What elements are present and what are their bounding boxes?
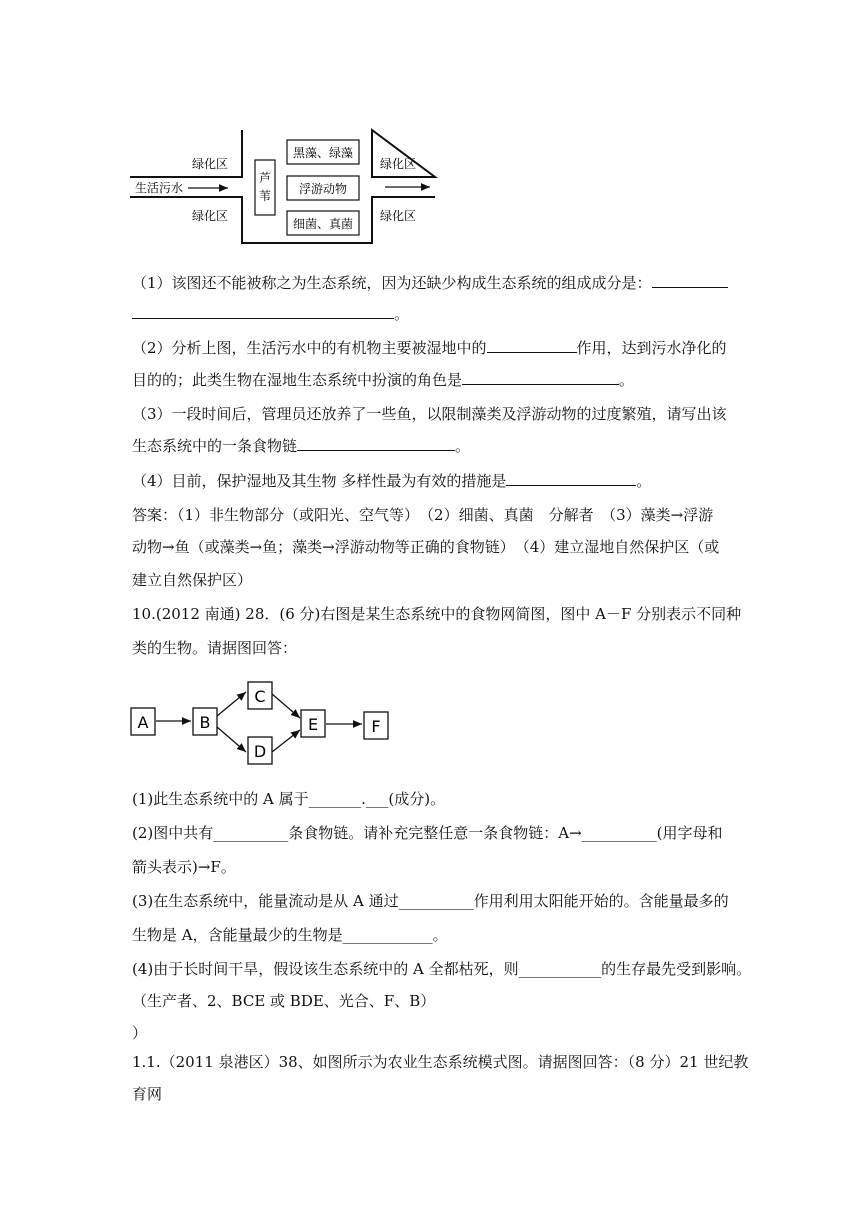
svg-text:绿化区: 绿化区 bbox=[192, 209, 229, 223]
svg-text:D: D bbox=[253, 742, 267, 761]
q10-sub-5: 生物是 A，含能量最少的生物是____________。 bbox=[132, 926, 448, 944]
q11-line-2: 育网 bbox=[132, 1085, 163, 1103]
q10-sub-3: 箭头表示)→F。 bbox=[132, 858, 236, 876]
wetland-diagram bbox=[130, 100, 440, 250]
svg-text:F: F bbox=[371, 717, 381, 736]
arrow-c-e bbox=[272, 694, 300, 718]
q10-title-1: 10.(2012 南通) 28．(6 分)右图是某生态系统中的食物网简图，图中 A－F 分别表示不同种 bbox=[132, 605, 742, 623]
q9-line-6: 生态系统中的一条食物链 。 bbox=[132, 437, 471, 455]
q9-line-3: （2）分析上图，生活污水中的有机物主要被湿地中的 作用，达到污水净化的 bbox=[132, 339, 727, 357]
q9-answer-3: 建立自然保护区） bbox=[132, 571, 253, 589]
svg-text:B: B bbox=[199, 713, 211, 732]
svg-text:生活污水: 生活污水 bbox=[135, 181, 184, 195]
q10-answer: （生产者、2、BCE 或 BDE、光合、F、B） bbox=[132, 992, 436, 1010]
q11-line-1: 1.1.（2011 泉港区）38、如图所示为农业生态系统模式图。请据图回答：（8 分）21 世纪教 bbox=[132, 1053, 749, 1071]
svg-text:绿化区: 绿化区 bbox=[380, 209, 417, 223]
q10-sub-4: (3)在生态系统中，能量流动是从 A 通过__________作用利用太阳能开始的。含能量最多的 bbox=[132, 892, 729, 910]
q10-sub-1: (1)此生态系统中的 A 属于_______.___(成分)。 bbox=[132, 790, 446, 808]
svg-text:A: A bbox=[137, 713, 149, 732]
svg-text:黑藻、绿藻: 黑藻、绿藻 bbox=[292, 146, 354, 160]
q9-line-5: （3）一段时间后，管理员还放养了一些鱼，以限制藻类及浮游动物的过度繁殖，请写出该 bbox=[132, 405, 727, 423]
q9-line-7: （4）目前，保护湿地及其生物 多样性最为有效的措施是 。 bbox=[132, 472, 652, 490]
arrow-b-c bbox=[217, 692, 246, 716]
q9-line-4: 目的的；此类生物在湿地生态系统中扮演的角色是 。 bbox=[132, 371, 635, 389]
svg-text:芦: 芦 bbox=[258, 171, 272, 185]
q10-sub-6: (4)由于长时间干旱，假设该生态系统中的 A 全都枯死，则___________的生存最先受到影响。 bbox=[132, 960, 752, 978]
svg-text:绿化区: 绿化区 bbox=[380, 157, 417, 171]
svg-text:E: E bbox=[307, 715, 319, 734]
q9-line-2: 。 bbox=[132, 304, 409, 324]
svg-text:C: C bbox=[254, 687, 266, 706]
arrow-d-e bbox=[272, 730, 300, 752]
reed-box bbox=[255, 160, 275, 215]
food-web-diagram bbox=[125, 678, 405, 770]
q9-answer-2: 动物→鱼（或藻类→鱼；藻类→浮游动物等正确的食物链） （4）建立湿地自然保护区（或 bbox=[132, 538, 720, 556]
q10-sub-2: (2)图中共有__________条食物链。请补充完整任意一条食物链：A→__________(用字母和 bbox=[132, 824, 723, 842]
svg-text:苇: 苇 bbox=[258, 189, 272, 203]
q9-line-1: （1）该图还不能被称之为生态系统，因为还缺少构成生态系统的组成成分是： bbox=[132, 273, 728, 293]
svg-text:绿化区: 绿化区 bbox=[192, 157, 229, 171]
q10-paren: ） bbox=[132, 1024, 148, 1042]
q10-title-2: 类的生物。请据图回答： bbox=[132, 639, 298, 657]
svg-text:细菌、真菌: 细菌、真菌 bbox=[292, 217, 354, 231]
svg-text:浮游动物: 浮游动物 bbox=[298, 182, 348, 196]
arrow-b-d bbox=[217, 727, 246, 752]
q9-answer-1: 答案：（1）非生物部分（或阳光、空气等） （2）细菌、真菌 分解者 （3）藻类→浮游 bbox=[132, 506, 714, 524]
